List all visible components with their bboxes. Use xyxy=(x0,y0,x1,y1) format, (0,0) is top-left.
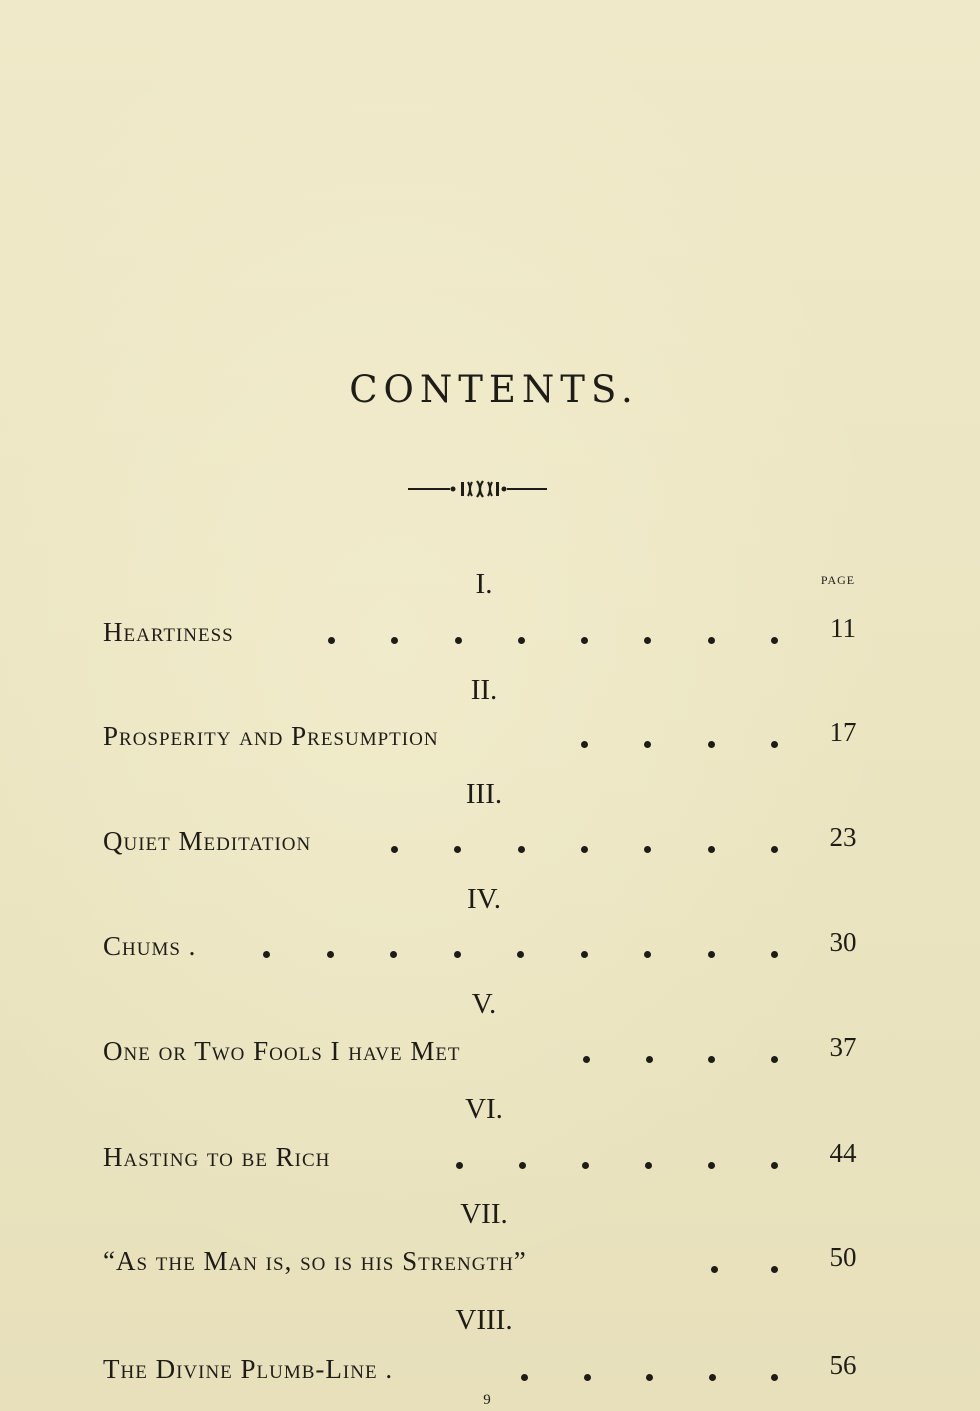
toc-entry-title: Heartiness xyxy=(103,617,234,647)
ornament-divider xyxy=(405,477,550,501)
chapter-numeral: I. xyxy=(475,568,493,600)
toc-entry-page: 11 xyxy=(830,613,856,643)
dot-leaders xyxy=(583,1036,778,1070)
chapter-numeral: VI. xyxy=(465,1093,503,1125)
toc-entry-title: Chums . xyxy=(103,931,197,961)
toc-entry-title: Prosperity and Presumption xyxy=(103,721,439,751)
toc-entry[interactable] xyxy=(103,927,873,965)
toc-entry[interactable] xyxy=(103,1350,873,1388)
toc-entry-title: Quiet Meditation xyxy=(103,826,312,856)
toc-entry[interactable] xyxy=(103,613,873,651)
chapter-numeral: VIII. xyxy=(455,1304,513,1336)
toc-entry-page: 50 xyxy=(829,1242,857,1272)
dot-leaders xyxy=(391,826,778,860)
toc-entry[interactable] xyxy=(103,1032,873,1070)
toc-entry-page: 56 xyxy=(829,1350,857,1380)
dot-leaders xyxy=(263,931,778,965)
toc-entry-page: 44 xyxy=(829,1138,857,1168)
page-folio: 9 xyxy=(483,1392,491,1408)
chapter-numeral: III. xyxy=(465,778,503,810)
toc-entry[interactable] xyxy=(103,717,873,755)
toc-entry[interactable] xyxy=(103,1138,873,1176)
dot-leaders xyxy=(711,1246,778,1280)
chapter-numeral: IV. xyxy=(466,883,502,915)
toc-entry-title: Hasting to be Rich xyxy=(103,1142,331,1172)
dot-leaders xyxy=(521,1354,778,1388)
dot-leaders xyxy=(581,721,778,755)
toc-entry[interactable] xyxy=(103,1242,873,1280)
chapter-numeral: VII. xyxy=(460,1198,508,1230)
toc-entry-title: One or Two Fools I have Met xyxy=(103,1036,461,1066)
toc-entry-title: “As the Man is, so is his Strength” xyxy=(103,1246,527,1276)
chapter-numeral: II. xyxy=(470,674,498,706)
page-title: CONTENTS. xyxy=(349,368,639,411)
toc-entry-title: The Divine Plumb-Line . xyxy=(103,1354,394,1384)
dot-leaders xyxy=(456,1142,778,1176)
toc-entry-page: 30 xyxy=(829,927,857,957)
toc-entry-page: 23 xyxy=(829,822,857,852)
toc-entry-page: 17 xyxy=(829,717,857,747)
dot-leaders xyxy=(328,617,778,651)
toc-entry-page: 37 xyxy=(829,1032,857,1062)
page-column-label: PAGE xyxy=(820,573,856,587)
toc-entry[interactable] xyxy=(103,822,873,860)
chapter-numeral: V. xyxy=(471,988,497,1020)
